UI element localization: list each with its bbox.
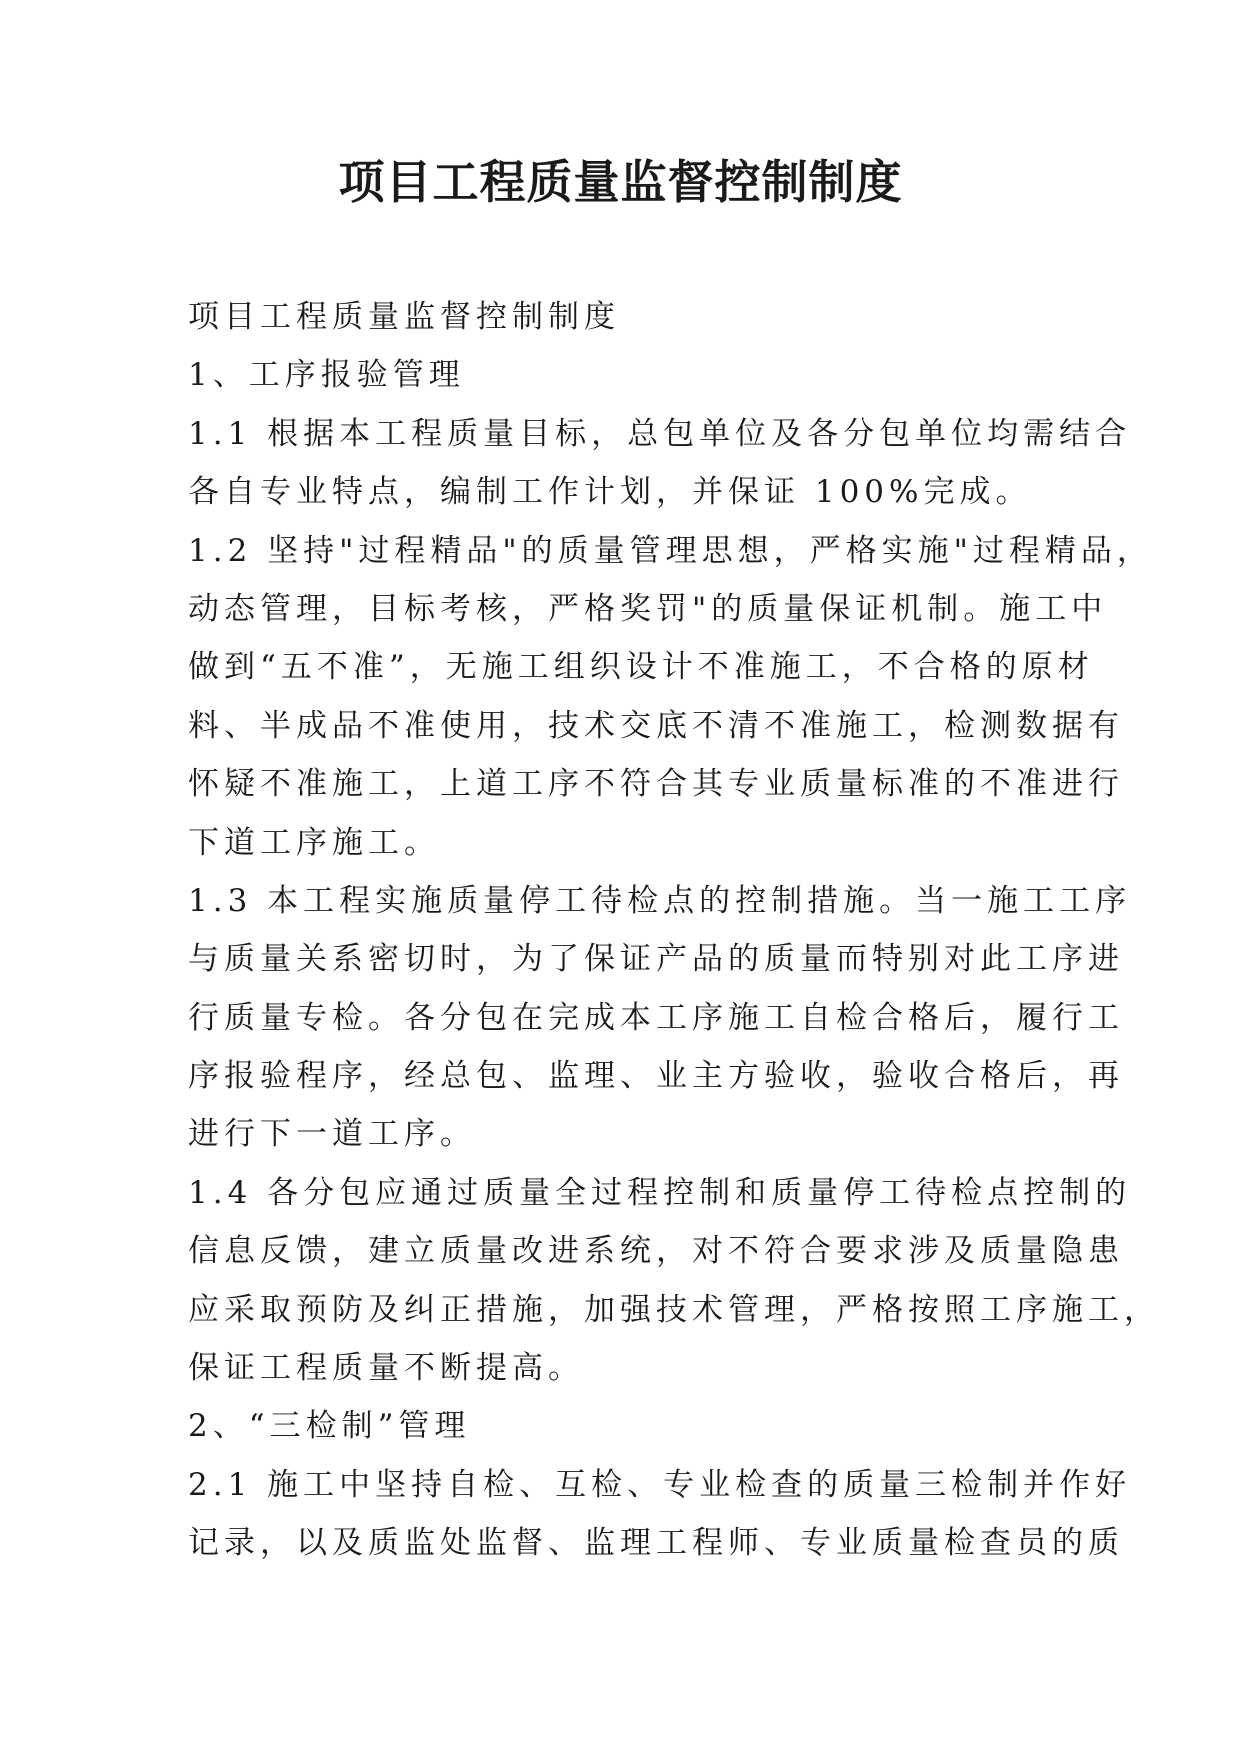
body-line: 2.1 施工中坚持自检、互检、专业检查的质量三检制并作好 [188, 1466, 1132, 1503]
body-line: 动态管理，目标考核，严格奖罚"的质量保证机制。施工中 [188, 590, 1108, 627]
body-line: 各自专业特点，编制工作计划，并保证 100%完成。 [188, 474, 1032, 511]
body-line: 与质量关系密切时，为了保证产品的质量而特别对此工序进 [188, 941, 1124, 978]
body-line: 行质量专检。各分包在完成本工序施工自检合格后，履行工 [188, 999, 1124, 1036]
document-body [188, 288, 1160, 1573]
body-line: 2、“三检制”管理 [188, 1408, 471, 1445]
body-line: 做到“五不准”，无施工组织设计不准施工，不合格的原材 [188, 649, 1094, 686]
body-line: 1、工序报验管理 [188, 357, 465, 394]
body-line: 应采取预防及纠正措施，加强技术管理，严格按照工序施工， [188, 1291, 1160, 1328]
document-title: 项目工程质量监督控制制度 [338, 155, 903, 209]
body-line: 1.2 坚持"过程精品"的质量管理思想，严格实施"过程精品， [188, 532, 1153, 569]
body-line: 1.1 根据本工程质量目标，总包单位及各分包单位均需结合 [188, 415, 1132, 452]
body-line: 项目工程质量监督控制制度 [188, 299, 620, 335]
body-line: 下道工序施工。 [188, 824, 440, 861]
body-line: 记录，以及质监处监督、监理工程师、专业质量检查员的质 [188, 1525, 1124, 1562]
body-line: 料、半成品不准使用，技术交底不清不准施工，检测数据有 [188, 707, 1124, 744]
body-line: 进行下一道工序。 [188, 1116, 476, 1153]
body-line: 1.3 本工程实施质量停工待检点的控制措施。当一施工工序 [188, 882, 1132, 919]
body-line: 保证工程质量不断提高。 [188, 1350, 584, 1387]
body-line: 序报验程序，经总包、监理、业主方验收，验收合格后，再 [188, 1058, 1124, 1095]
body-line: 怀疑不准施工，上道工序不符合其专业质量标准的不准进行 [188, 766, 1124, 803]
body-line: 1.4 各分包应通过质量全过程控制和质量停工待检点控制的 [188, 1174, 1132, 1211]
body-line: 信息反馈，建立质量改进系统，对不符合要求涉及质量隐患 [188, 1233, 1124, 1270]
